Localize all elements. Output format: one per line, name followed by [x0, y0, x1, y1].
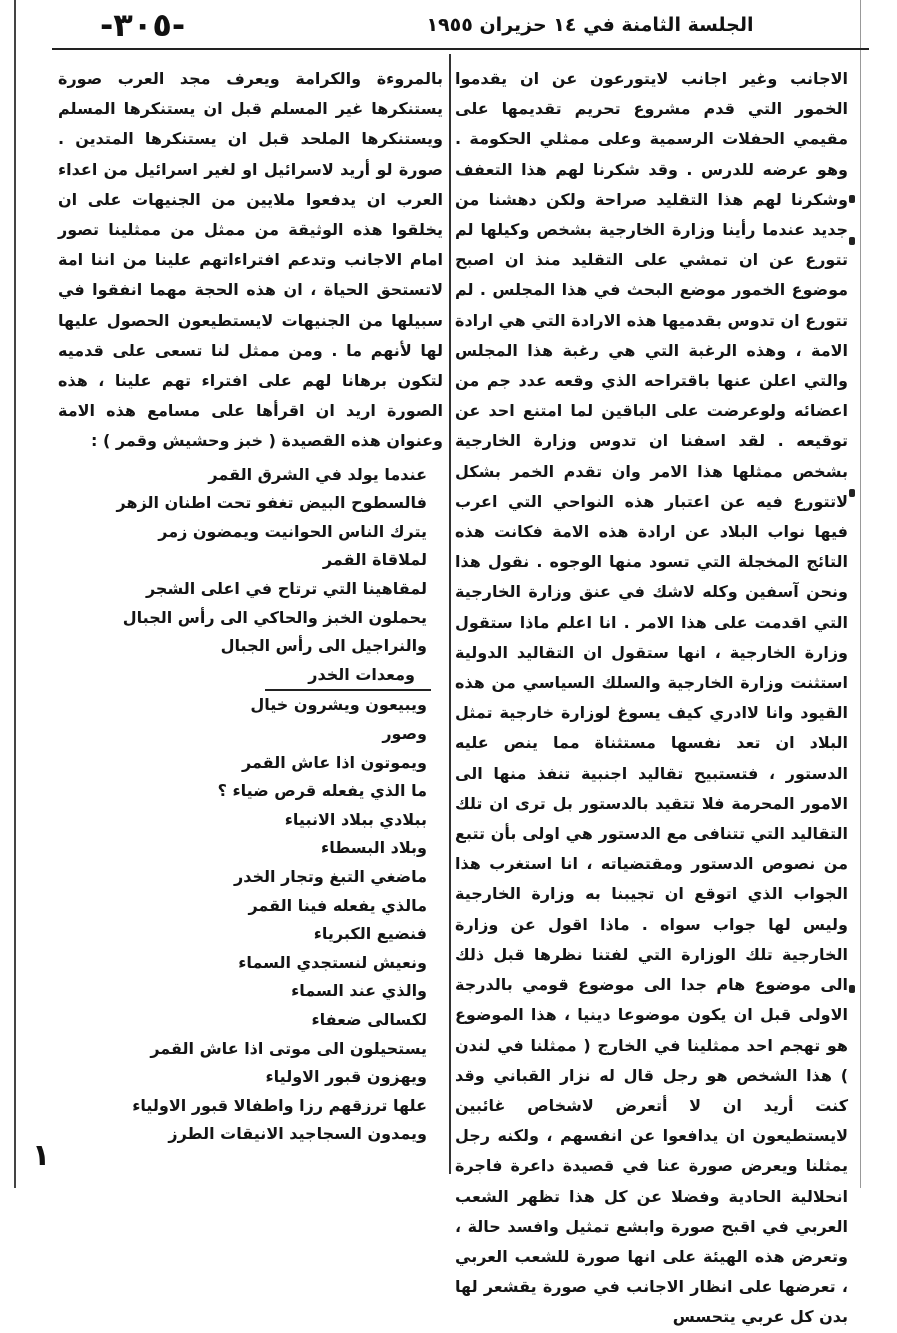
margin-mark — [849, 237, 855, 245]
scan-edge-left — [14, 0, 16, 1188]
margin-mark — [849, 489, 855, 497]
poem-line: والنراجيل الى رأس الجبال — [220, 636, 427, 656]
poem-line: لملاقاة القمر — [322, 550, 427, 570]
page-number: -٣٠٥- — [100, 6, 186, 44]
poem-line: ويموتون اذا عاش القمر — [242, 752, 427, 772]
right-column — [455, 64, 848, 1333]
poem-line: يحملون الخبز والحاكي الى رأس الجبال — [122, 607, 427, 627]
poem-line: ويهزون قبور الاولياء — [265, 1067, 427, 1087]
left-column — [58, 64, 443, 1149]
poem-line: لمقاهينا التي ترتاح في اعلى الشجر — [145, 579, 427, 599]
poem-line: ونعيش لنستجدي السماء — [238, 952, 427, 972]
poem-line: ويبيعون ويشرون خيال — [250, 695, 427, 715]
session-header-title: الجلسة الثامنة في ١٤ حزيران ١٩٥٥ — [426, 14, 754, 36]
poem-line: علها ترزقهم رزا واطفالا قبور الاولياء — [132, 1095, 427, 1115]
poem-line: والذي عند السماء — [291, 981, 427, 1001]
column-divider — [449, 54, 451, 1174]
poem — [58, 461, 443, 1149]
header-rule — [52, 48, 869, 50]
poem-line: وصور — [382, 723, 427, 743]
scan-edge-right — [860, 0, 861, 1188]
poem-line: لكسالى ضعفاء — [311, 1009, 427, 1029]
poem-line: يستحيلون الى موتى اذا عاش القمر — [150, 1038, 427, 1058]
margin-mark — [849, 195, 855, 203]
margin-mark — [849, 985, 855, 993]
poem-line: ويمدون السجاجيد الانيقات الطرز — [168, 1124, 427, 1144]
left-column-text: بالمروءة والكرامة ويعرف مجد العرب صورة يستنكرها غير المسلم قبل ان يستنكرها المسلم ويستنكرها الملحد قبل ان يستنكرها المتدين . صورة لو أريد لاسرائيل او لغير اسرائيل من اعداء العرب ان يدفعوا ملايين من الجنيهات على ان يخلقوا هذه الوثيقة من ممثل من ممثلينا تصور امام الاجانب وتدعم افتراءاتهم علينا من اننا امة لاتستحق الحياة ، ان هذه الحجة مهما انفقوا في سبيلها من الجنيهات لايستطيعون الحصول عليها لها لأنهم ما . ومن ممثل لنا تسعى على قدميه لتكون برهانا لهم على افتراء تهم علينا ، هذه الصورة اريد ان اقرأها على مسامع هذه الامة وعنوان هذه القصيدة ( خبز وحشيش وقمر ) : — [58, 69, 443, 451]
poem-line: ماضغي التبغ وتجار الخدر — [234, 866, 427, 886]
poem-line: وبلاد البسطاء — [321, 838, 427, 858]
poem-line: عندما يولد في الشرق القمر — [208, 464, 427, 484]
poem-line: ومعدات الخدر — [265, 661, 431, 692]
poem-line: فالسطوح البيض تغفو تحت اطنان الزهر — [116, 493, 427, 513]
poem-line: مالذي يفعله فينا القمر — [248, 895, 427, 915]
corner-mark: ١ — [32, 1138, 51, 1173]
right-column-text: الاجانب وغير اجانب لايتورعون عن ان يقدموا الخمور التي قدم مشروع تحريم تقديمها على مقيمي الحفلات الرسمية وعلى ممثلي الحكومة . وهو عرضه للدرس . وقد شكرنا لهم هذا التعفف وشكرنا لهم هذا التقليد صراحة ولكن دهشنا من جديد عندما رأينا وزارة الخارجية بشخص وكيلها لم تتورع عن ان تمشي على التقليد منذ ان اصبح موضوع الخمور موضع البحث في هذا المجلس . لم تتورع ان تدوس بقدميها هذه الارادة التي هي ارادة الامة ، وهذه الرغبة التي هي رغبة هذا المجلس والتي اعلن عنها باقتراحه الذي وقعه عدد جم من اعضائه ولوعرضت على الباقين لما امتنع احد عن توقيعه . لقد اسفنا ان تدوس وزارة الخارجية بشخص ممثلها هذا الامر وان تقدم الخمر بشكل لاتتورع فيه عن اعتبار هذه النواحي التي اعرب فيها نواب البلاد عن ارادة هذه الامة فكانت هذه التائج المخجلة التي تسود منها الوجوه . نقول هذا ونحن آسفين وكله لاشك في عنق وزارة الخارجية التي اقدمت على هذا الامر . انا اعلم ماذا ستقول وزارة الخارجية ، انها ستقول ان التقاليد الدولية استثنت وزارة الخارجية والسلك السياسي من هذه القيود وانا لاادري كيف يسوغ لوزارة خارجية تمثل البلاد ان تعد نفسها مستثناة مما ينص عليه الدستور ، فتستبيح تقاليد اجنبية تنفذ منها الى الامور المحرمة فلا تتقيد بالدستور بل ترى ان تلك التقاليد التي تتنافى مع الدستور هي اولى بأن تتبع من نصوص الدستور ومقتضياته ، انا استغرب هذا الجواب الذي اتوقع ان تجيبنا به وزارة الخارجية وليس لها جواب سواه . ماذا اقول عن وزارة الخارجية تلك الوزارة التي لفتنا نظرها قبل ذلك الى موضوع هام جدا الى موضوع قومي بالدرجة الاولى قبل ان يكون موضوعا دينيا ، هذا الموضوع هو تهجم احد ممثلينا في الخارج ( ممثلنا في لندن ) هذا الشخص هو رجل قال له نزار القباني وقد كنت أريد ان لا أتعرض لاشخاص غائبين لايستطيعون ان يدافعوا عن انفسهم ، ولكنه رجل يمثلنا ويعرض صورة عنا في قصيدة داعرة فاجرة انحلالية الحادية وفضلا عن كل هذا تظهر الشعب العربي في اقبح صورة وابشع تمثيل وافسد حالة ، وتعرض هذه الهيئة على انها صورة للشعب العربي ، تعرضها على انظار الاجانب في صورة يقشعر لها بدن كل عربي يتحسس — [455, 69, 848, 1327]
poem-line: يترك الناس الحوانيت ويمضون زمر — [158, 521, 427, 541]
poem-line: ببلادي ببلاد الانبياء — [284, 809, 427, 829]
poem-line: ما الذي يفعله قرص ضياء ؟ — [217, 781, 427, 801]
poem-line: فنضيع الكبرياء — [313, 924, 427, 944]
